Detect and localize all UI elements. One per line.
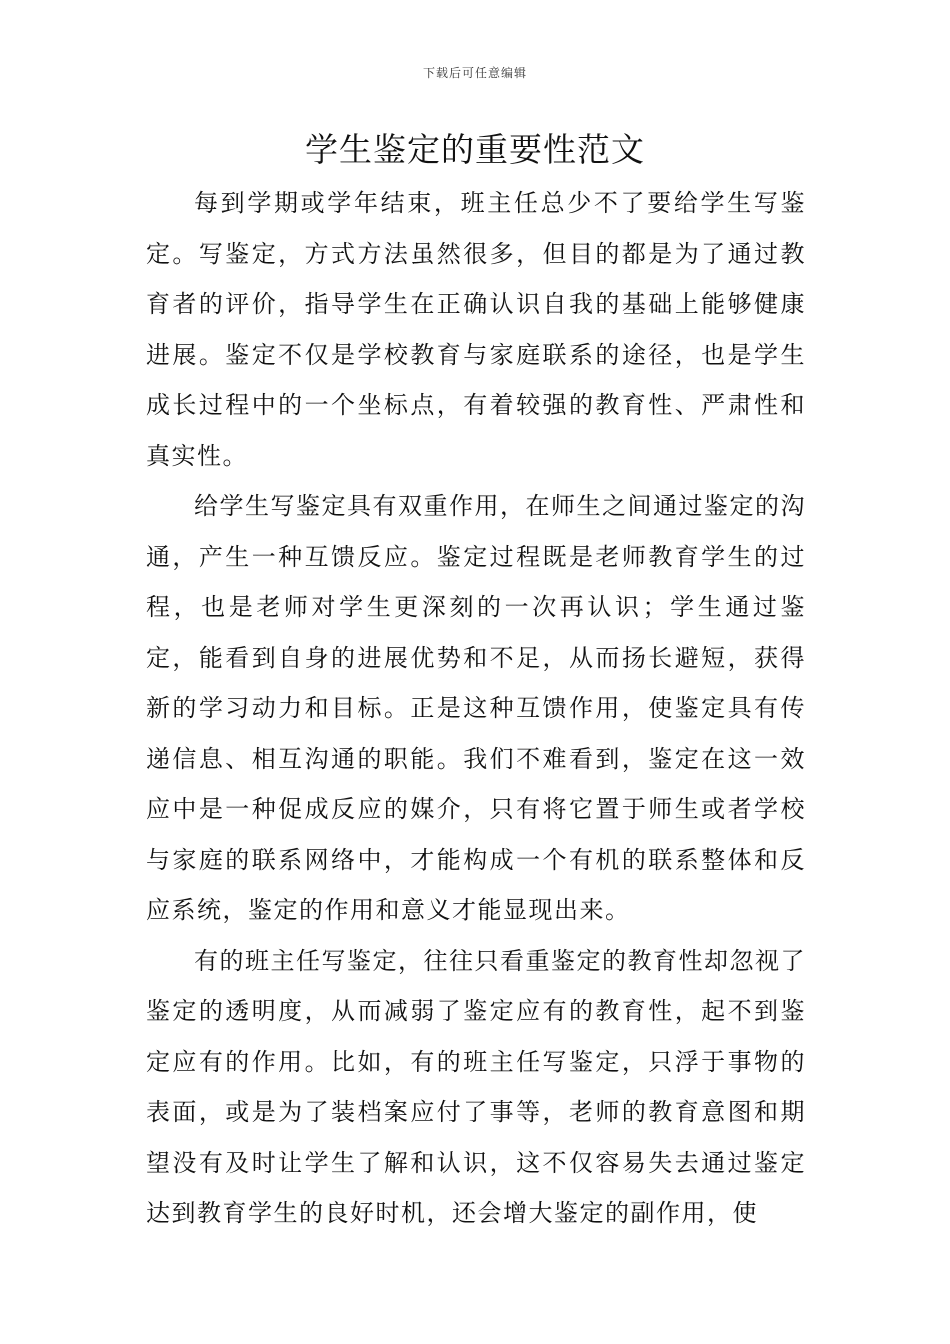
document-title: 学生鉴定的重要性范文 [305,130,645,169]
paragraph: 每到学期或学年结束，班主任总少不了要给学生写鉴定。写鉴定，方式方法虽然很多，但目的都是为了通过教育者的评价，指导学生在正确认识自我的基础上能够健康进展。鉴定不仅是学校教育与家庭联系的途径，也是学生成长过程中的一个坐标点，有着较强的教育性、严肃性和真实性。 [146,189,806,470]
paragraph: 给学生写鉴定具有双重作用，在师生之间通过鉴定的沟通，产生一种互馈反应。鉴定过程既是老师教育学生的过程，也是老师对学生更深刻的一次再认识；学生通过鉴定，能看到自身的进展优势和不足，从而扬长避短，获得新的学习动力和目标。正是这种互馈作用，使鉴定具有传递信息、相互沟通的职能。我们不难看到，鉴定在这一效应中是一种促成反应的媒介，只有将它置于师生或者学校与家庭的联系网络中，才能构成一个有机的联系整体和反应系统，鉴定的作用和意义才能显现出来。 [146,492,806,924]
header-note: 下载后可任意编辑 [422,66,527,80]
paragraph: 有的班主任写鉴定，往往只看重鉴定的教育性却忽视了鉴定的透明度，从而减弱了鉴定应有的教育性，起不到鉴定应有的作用。比如，有的班主任写鉴定，只浮于事物的表面，或是为了装档案应付了事等，老师的教育意图和期望没有及时让学生了解和认识，这不仅容易失去通过鉴定达到教育学生的良好时机，还会增大鉴定的副作用，使 [146,946,806,1227]
document-body [146,178,806,1239]
